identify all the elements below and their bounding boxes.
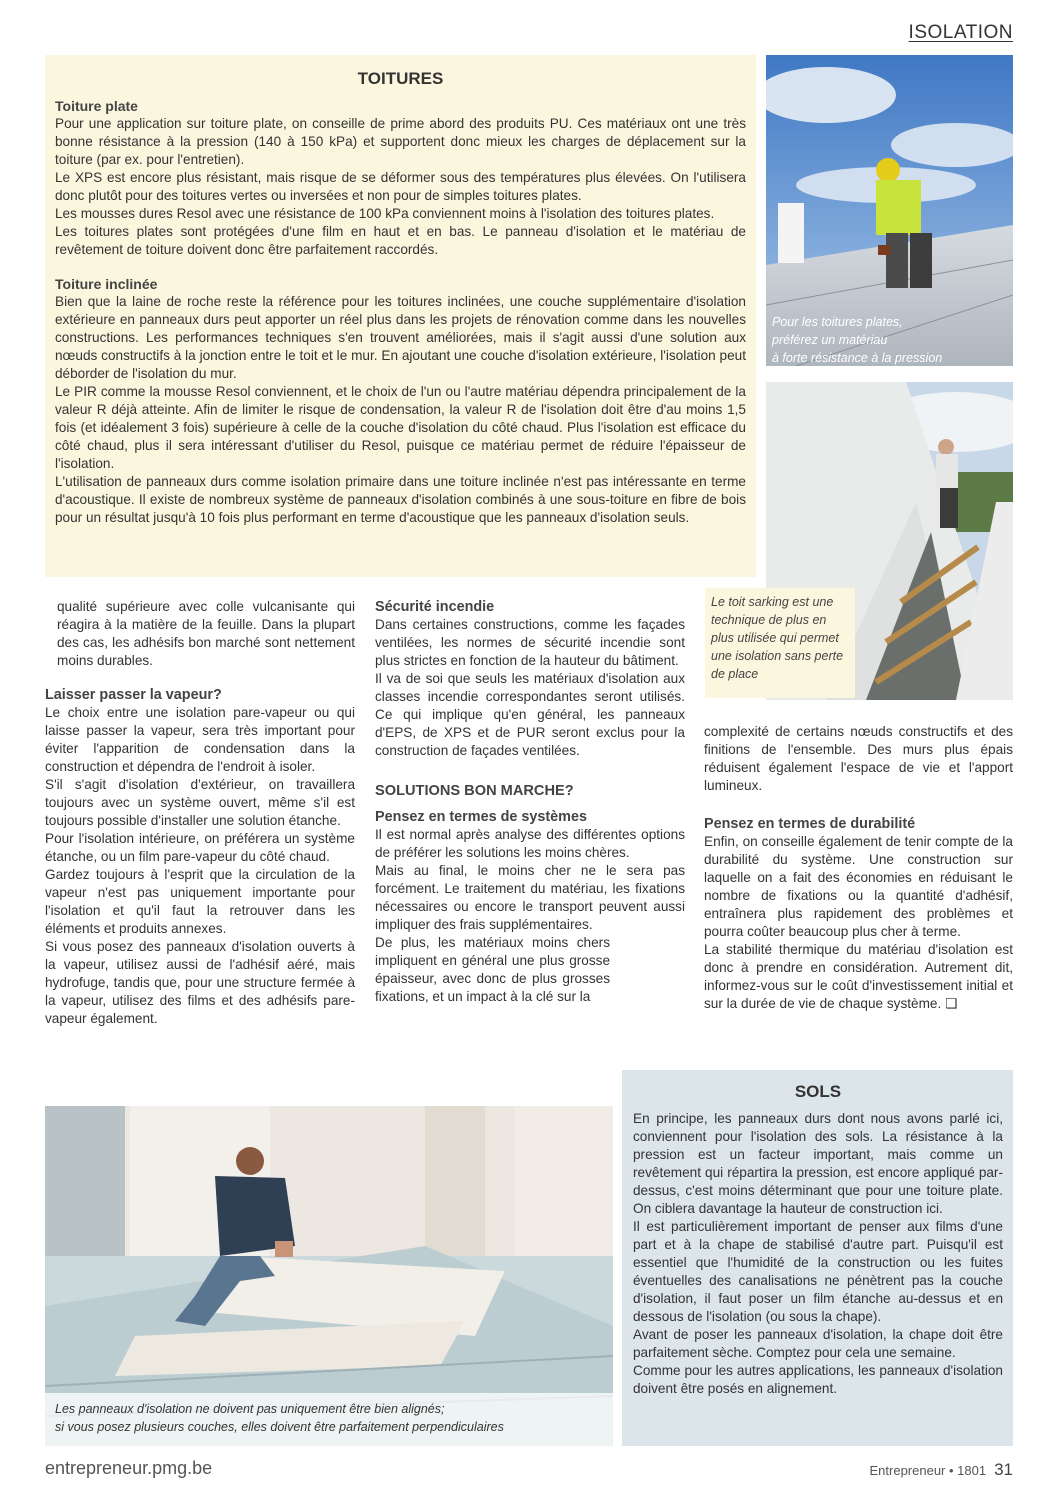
- caption-line: à forte résistance à la pression: [772, 351, 943, 365]
- magazine-issue: Entrepreneur • 1801: [869, 1463, 987, 1478]
- paragraph: Pour une application sur toiture plate, on conseille de prime abord des produits PU. Ces matériaux ont une très bonne résistance à la pression (140 à 150 kPa) et supportent donc mieux les charges de déplacement sur la toiture (par ex. pour l'entretien).: [55, 116, 746, 167]
- caption-line: Les panneaux d'isolation ne doivent pas uniquement être bien alignés;: [55, 1402, 445, 1416]
- paragraph: Comme pour les autres applications, les panneaux d'isolation doivent être posés en alignement.: [633, 1363, 1003, 1396]
- paragraph: Le choix entre une isolation pare-vapeur ou qui laisse passer la vapeur, sera très important pour éviter l'apparition de condensation dans la construction et dépendra de l'endroit à isoler.: [45, 705, 355, 774]
- column-1: [45, 598, 355, 1028]
- page-number: 31: [994, 1460, 1013, 1479]
- floor-insulation-photo: [45, 1106, 613, 1446]
- paragraph: En principe, les panneaux durs dont nous avons parlé ici, conviennent pour l'isolation des sols. La résistance à la pression est un facteur important, mais comme un revêtement qui répartira la pression, est encore appliqué par-dessus, c'est moins déterminant que pour une toiture plate. On ciblera davantage la hauteur de construction ici.: [633, 1111, 1003, 1216]
- sols-box: [622, 1070, 1013, 1446]
- paragraph: Les mousses dures Resol avec une résistance de 100 kPa conviennent moins à l'isolation des toitures plates.: [55, 206, 715, 221]
- paragraph: L'utilisation de panneaux durs comme isolation primaire dans une toiture inclinée n'est pas intéressante en terme d'acoustique. Il existe de nombreux système de panneaux d'isolation combinés à une sous-toiture en fibre de bois pour un résultat jusqu'à 10 fois plus performant en terme d'acoustique que les panneaux d'isolation seuls.: [55, 474, 746, 525]
- paragraph: Avant de poser les panneaux d'isolation, la chape doit être parfaitement sèche. Comptez pour cela une semaine.: [633, 1327, 1003, 1360]
- flat-roof-photo: [766, 55, 1013, 366]
- caption-line: technique de plus en: [711, 613, 827, 627]
- paragraph: Gardez toujours à l'esprit que la circulation de la vapeur n'est pas uniquement importante pour l'isolation et qu'il faut la retrouver dans les éléments et produits annexes.: [45, 867, 355, 936]
- systemes-heading: Pensez en termes de systèmes: [375, 809, 587, 825]
- paragraph: Le XPS est encore plus résistant, mais risque de se déformer sous des températures plus élevées. On l'utilisera donc plutôt pour des toitures vertes ou inversées et non pour de simples toitures plates.: [55, 170, 746, 203]
- paragraph: Il va de soi que seuls les matériaux d'isolation aux classes incendie correspondantes seront utilisés. Ce qui implique qu'en général, les panneaux d'EPS, de XPS et de PUR seront exclus pour la construction de façades ventilées.: [375, 671, 685, 758]
- sols-title: SOLS: [794, 1082, 842, 1101]
- footer-folio: [870, 1460, 1014, 1480]
- paragraph: Pour l'isolation intérieure, on préférera un système étanche, ou un film pare-vapeur du côté chaud.: [45, 831, 355, 864]
- durabilite-heading: Pensez en termes de durabilité: [704, 816, 916, 832]
- paragraph: Il est particulièrement important de penser aux films d'une part et à la chape de stabilisé d'autre part. Puisqu'il est essentiel que l'humidité de la construction ou les fuites éventuelles des canalisations ne pénètrent pas la couche d'isolation, il faut poser un film étanche au-dessus et en dessous de l'isolation (ou sous la chape).: [633, 1219, 1003, 1324]
- solutions-heading: SOLUTIONS BON MARCHE?: [375, 783, 574, 799]
- floor-caption: [55, 1400, 504, 1436]
- paragraph: Les toitures plates sont protégées d'une film en haut et en bas. Le panneau d'isolation et le matériau de revêtement de toiture doivent donc être parfaitement raccordés.: [55, 224, 746, 257]
- caption-line: de place: [711, 667, 759, 681]
- caption-line: si vous posez plusieurs couches, elles doivent être parfaitement perpendiculaires: [55, 1420, 504, 1434]
- col1-intro: qualité supérieure avec colle vulcanisante qui réagira à la matière de la feuille. Dans la plupart des cas, les adhésifs bon marché sont nettement moins durables.: [57, 599, 355, 668]
- column-3: [704, 723, 1013, 1013]
- paragraph: Mais au final, le moins cher ne le sera pas forcément. Le traitement du matériau, les fixations nécessaires ou encore le transport peuvent aussi impliquer des frais supplémentaires.: [375, 863, 685, 932]
- paragraph: Le PIR comme la mousse Resol conviennent, et le choix de l'un ou l'autre matériau dépendra principalement de la valeur R déjà atteinte. Afin de limiter le risque de condensation, la valeur R de l'isolation doit être d'au moins 1,5 fois (et idéalement 3 fois) supérieure à celle de la couche d'isolation du côté chaud. Plus l'isolation est efficace du côté chaud, plus il sera intéressant d'utiliser du Resol, puisque ce matériau permet de réduire l'épaisseur de l'isolation.: [55, 384, 746, 471]
- end-mark: ❑: [945, 996, 958, 1011]
- flat-roof-caption: [772, 313, 942, 366]
- section-tag: ISOLATION: [908, 22, 1013, 43]
- toiture-inclinee-heading: Toiture inclinée: [55, 276, 158, 292]
- paragraph: La stabilité thermique du matériau d'isolation est donc à prendre en considération. Autrement dit, informez-vous sur le coût d'investissement initial et sur la durée de vie de chaque système. ❑: [704, 942, 1013, 1011]
- floor-insulation-illustration: [45, 1106, 613, 1446]
- caption-line: une isolation sans perte: [711, 649, 844, 663]
- paragraph: S'il s'agit d'isolation d'extérieur, on travaillera toujours avec un système ouvert, même s'il est toujours possible d'installer une solution étanche.: [45, 777, 355, 828]
- sarking-caption: [705, 588, 855, 698]
- incendie-heading: Sécurité incendie: [375, 599, 495, 615]
- paragraph: Il est normal après analyse des différentes options de préférer les solutions les moins chères.: [375, 827, 685, 860]
- footer-website[interactable]: entrepreneur.pmg.be: [45, 1458, 213, 1478]
- toiture-plate-heading: Toiture plate: [55, 98, 138, 114]
- paragraph: Dans certaines constructions, comme les façades ventilées, les normes de sécurité incendie sont plus strictes en fonction de la hauteur du bâtiment.: [375, 617, 685, 668]
- caption-line: Pour les toitures plates,: [772, 315, 903, 329]
- vapeur-heading: Laisser passer la vapeur?: [45, 687, 222, 703]
- caption-line: plus utilisée qui permet: [711, 631, 839, 645]
- paragraph: De plus, les matériaux moins chers impliquent en général une plus grosse épaisseur, avec donc de plus grosses fixations, et un impact à la clé sur la: [375, 935, 610, 1004]
- paragraph: Si vous posez des panneaux d'isolation ouverts à la vapeur, utilisez aussi de l'adhésif aéré, mais hydrofuge, tandis que, pour une structure fermée à la vapeur, utilisez des films et des adhésifs pare-vapeur également.: [45, 939, 355, 1026]
- toitures-box: [45, 55, 756, 577]
- column-2: [375, 598, 685, 1006]
- caption-line: Le toit sarking est une: [711, 595, 834, 609]
- toitures-title: TOITURES: [357, 69, 444, 88]
- paragraph: Bien que la laine de roche reste la référence pour les toitures inclinées, une couche supplémentaire d'isolation extérieure en panneaux durs peut apporter un réel plus dans les projets de rénovation comme dans les nouvelles constructions. Les performances techniques s'en trouvent améliorées, mais il s'agit aussi d'une solution aux nœuds constructifs à la jonction entre le toit et le mur. En ajoutant une couche d'isolation extérieure, l'isolation peut déborder de l'isolation du mur.: [55, 294, 746, 381]
- caption-line: préférez un matériau: [772, 333, 888, 347]
- col3-intro: complexité de certains nœuds constructifs et des finitions de l'ensemble. Des murs plus épais réduisent également l'espace de vie et l'apport lumineux.: [704, 724, 1013, 793]
- paragraph: Enfin, on conseille également de tenir compte de la durabilité du système. Une construction sur laquelle on a fait des économies en réduisant le nombre de fixations ou la quantité d'adhésif, entraînera plus rapidement des problèmes et pourra coûter beaucoup plus cher à terme.: [704, 834, 1013, 939]
